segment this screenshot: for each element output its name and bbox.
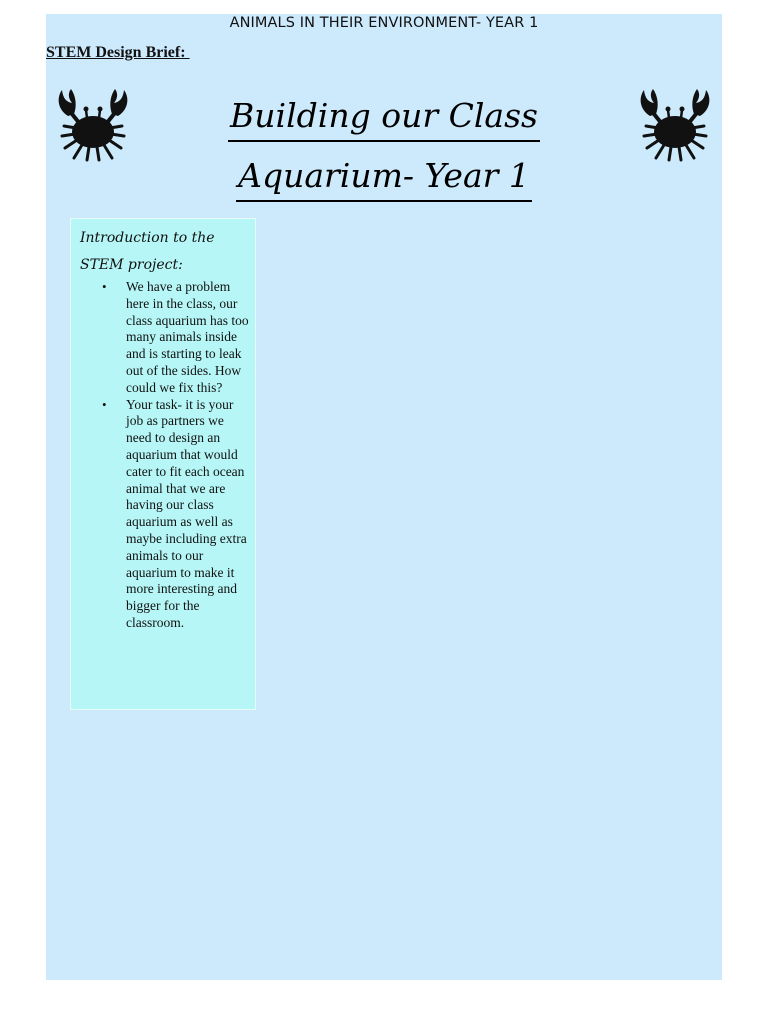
bullet-icon: •: [102, 396, 107, 412]
document-page: [46, 14, 722, 980]
list-item-text: Your task- it is your job as partners we need to design an aquarium that would cater to fit each ocean animal that we are having our class aquarium as well as maybe including extra animals to our aquarium to make it more interesting and bigger for the classroom.: [126, 396, 247, 630]
document-header: ANIMALS IN THEIR ENVIRONMENT- YEAR 1: [229, 15, 539, 31]
list-item: [102, 396, 250, 632]
title-line-1: Building our Class: [228, 92, 540, 142]
title-line-2: Aquarium- Year 1: [236, 152, 532, 202]
intro-bullet-list: [71, 279, 255, 632]
bullet-icon: •: [102, 279, 107, 294]
list-item-text: We have a problem here in the class, our class aquarium has too many animals inside and is starting to leak out of the sides. How could we fix this?: [126, 279, 249, 395]
list-item: [102, 279, 250, 397]
design-brief-label: STEM Design Brief:: [46, 44, 190, 61]
crab-icon: [636, 88, 714, 164]
intro-heading: Introduction to the STEM project:: [80, 230, 215, 273]
crab-icon: [54, 88, 132, 164]
document-title: [166, 86, 602, 206]
intro-text-box: [70, 218, 256, 710]
